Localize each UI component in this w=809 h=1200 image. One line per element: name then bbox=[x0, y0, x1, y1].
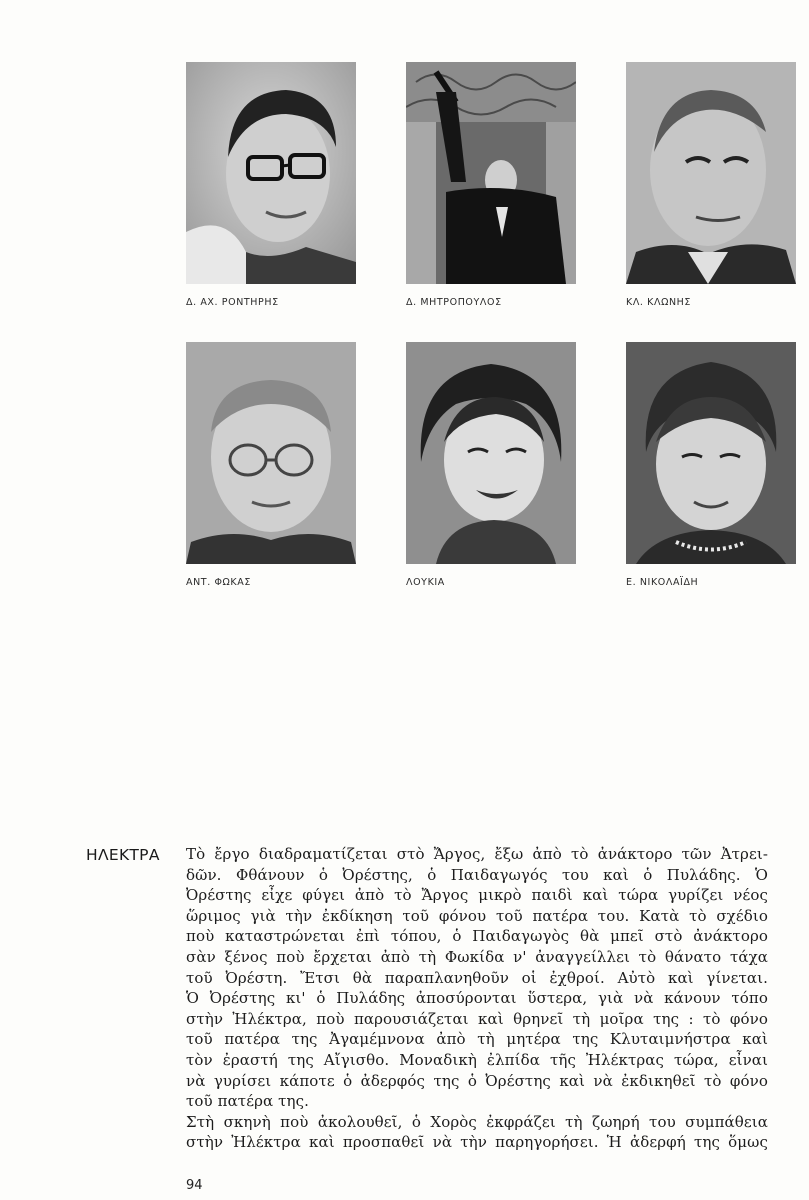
section-title-electra: ΗΛΕΚΤΡΑ bbox=[86, 846, 160, 864]
caption-klonis: ΚΛ. ΚΛΩΝΗΣ bbox=[626, 297, 692, 308]
synopsis-line: νὰ γυρίσει κάποτε ὁ ἀδερφός της ὁ Ὀρέστης καὶ νὰ ἐκδικηθεῖ τὸ φόνο bbox=[186, 1071, 768, 1090]
caption-nikolaidi: Ε. ΝΙΚΟΛΑΪΔΗ bbox=[626, 577, 699, 588]
synopsis-line: ποὺ καταστρώνεται ἐπὶ τόπου, ὁ Παιδαγωγὸς θὰ μπεῖ στὸ ἀνάκτορο bbox=[186, 927, 768, 946]
caption-rontiris: Δ. ΑΧ. ΡΟΝΤΗΡΗΣ bbox=[186, 297, 279, 308]
synopsis-line: τοῦ Ὀρέστη. Ἔτσι θὰ παραπλανηθοῦν οἱ ἐχθροί. Αὐτὸ καὶ γίνεται. bbox=[186, 968, 768, 987]
synopsis-line: Ὁ Ὀρέστης κι' ὁ Πυλάδης ἀποσύρονται ὕστερα, γιὰ νὰ κάνουν τόπο bbox=[186, 989, 768, 1008]
synopsis-line: Στὴ σκηνὴ ποὺ ἀκολουθεῖ, ὁ Χορὸς ἐκφράζει τὴ ζωηρή του συμπάθεια bbox=[186, 1112, 768, 1131]
synopsis-line: Ὀρέστης εἶχε φύγει ἀπὸ τὸ Ἄργος μικρὸ παιδὶ καὶ τώρα γυρίζει νέος bbox=[186, 886, 768, 905]
portrait-mitropoulos bbox=[406, 62, 576, 284]
portrait-klonis bbox=[626, 62, 796, 284]
synopsis-line: τοῦ πατέρα της. bbox=[186, 1092, 309, 1111]
portrait-klonis-image bbox=[626, 62, 796, 284]
portrait-loukia bbox=[406, 342, 576, 564]
synopsis-line: δῶν. Φθάνουν ὁ Ὀρέστης, ὁ Παιδαγωγός του καὶ ὁ Πυλάδης. Ὁ bbox=[186, 865, 768, 884]
portrait-nikolaidi bbox=[626, 342, 796, 564]
caption-loukia: ΛΟΥΚΙΑ bbox=[406, 577, 445, 588]
synopsis-line: τὸν ἐραστή της Αἴγισθο. Μοναδικὴ ἐλπίδα τῆς Ἠλέκτρας τώρα, εἶναι bbox=[186, 1050, 768, 1069]
portrait-loukia-image bbox=[406, 342, 576, 564]
synopsis-line: Τὸ ἔργο διαδραματίζεται στὸ Ἄργος, ἔξω ἀπὸ τὸ ἀνάκτορο τῶν Ἀτρει- bbox=[186, 845, 768, 863]
portrait-mitropoulos-image bbox=[406, 62, 576, 284]
synopsis-line: στὴν Ἠλέκτρα καὶ προσπαθεῖ νὰ τὴν παρηγορήσει. Ἡ ἀδερφή της ὅμως bbox=[186, 1133, 768, 1152]
portrait-nikolaidi-image bbox=[626, 342, 796, 564]
portrait-rontiris bbox=[186, 62, 356, 284]
portrait-rontiris-image bbox=[186, 62, 356, 284]
synopsis-line: στὴν Ἠλέκτρα, ποὺ παρουσιάζεται καὶ θρηνεῖ τὴ μοῖρα της : τὸ φόνο bbox=[186, 1009, 768, 1028]
caption-mitropoulos: Δ. ΜΗΤΡΟΠΟΥΛΟΣ bbox=[406, 297, 502, 308]
synopsis-line: ὥριμος γιὰ τὴν ἐκδίκηση τοῦ φόνου τοῦ πατέρα του. Κατὰ τὸ σχέδιο bbox=[186, 906, 768, 925]
synopsis-text bbox=[186, 844, 768, 1153]
caption-fokas: ΑΝΤ. ΦΩΚΑΣ bbox=[186, 577, 251, 588]
portrait-fokas bbox=[186, 342, 356, 564]
page-number: 94 bbox=[186, 1178, 203, 1193]
synopsis-line: τοῦ πατέρα της Ἀγαμέμνονα ἀπὸ τὴ μητέρα της Κλυταιμνήστρα καὶ bbox=[186, 1030, 768, 1049]
portrait-fokas-image bbox=[186, 342, 356, 564]
synopsis-line: σὰν ξένος ποὺ ἔρχεται ἀπὸ τὴ Φωκίδα ν' ἀναγγείλλει τὸ θάνατο τάχα bbox=[186, 947, 768, 966]
